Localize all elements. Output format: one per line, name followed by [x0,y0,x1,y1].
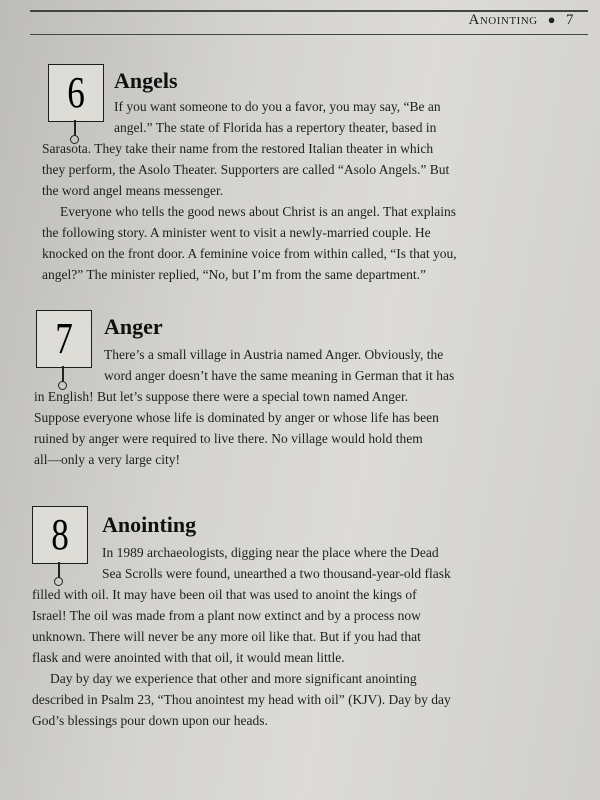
section-number-box [32,506,88,564]
box-stem [62,366,64,382]
running-head-title: Anointing [468,12,538,28]
body-line: knocked on the front door. A feminine voice from within called, “Is that you, [42,246,457,261]
body-line: Sea Scrolls were found, unearthed a two thousand-year-old flask [102,566,451,581]
section-title: Angels [114,68,178,93]
section-number: 6 [67,68,85,117]
body-line: In 1989 archaeologists, digging near the place where the Dead [102,545,439,560]
body-line: Israel! The oil was made from a plant now extinct and by a process now [32,608,421,623]
section-body [42,138,512,285]
body-line: Everyone who tells the good news about Christ is an angel. That explains [60,204,457,219]
section-number: 8 [51,510,69,559]
body-line: word anger doesn’t have the same meaning in German that it has [104,368,455,383]
body-line: all—only a very large city! [34,452,180,467]
section-body-wrapped [102,542,494,584]
bullet-separator: ● [547,12,556,27]
section-body-wrapped [104,344,494,386]
body-line: There’s a small village in Austria named Anger. Obviously, the [104,347,444,362]
section-body-wrapped [114,96,494,138]
body-line: angel?” The minister replied, “No, but I’m from the same department.” [42,267,426,282]
header-rule-bottom [30,34,588,35]
body-line: they perform, the Asolo Theater. Supporters are called “Asolo Angels.” But [42,162,450,177]
body-line: filled with oil. It may have been oil that was used to anoint the kings of [32,587,417,602]
section-title: Anointing [102,512,197,537]
body-line: Sarasota. They take their name from the restored Italian theater in which [42,141,434,156]
section-title: Anger [104,314,163,339]
section-body [32,584,502,731]
body-line: angel.” The state of Florida has a repertory theater, based in [114,120,437,135]
section-number-box [36,310,92,368]
body-line: in English! But let’s suppose there were a special town named Anger. [34,389,409,404]
body-line: the word angel means messenger. [42,183,224,198]
body-line: Suppose everyone whose life is dominated by anger or whose life has been [34,410,439,425]
body-line: the following story. A minister went to visit a newly-married couple. He [42,225,431,240]
body-line: God’s blessings pour down upon our heads. [32,713,268,728]
page-number: 7 [566,12,574,28]
section-number: 7 [55,314,73,363]
body-line: unknown. There will never be any more oil like that. But if you had that [32,629,421,644]
body-line: flask and were anointed with that oil, it would mean little. [32,650,345,665]
section-number-box [48,64,104,122]
body-line: ruined by anger were required to live there. No village would hold them [34,431,423,446]
box-stem [74,120,76,136]
box-stem [58,562,60,578]
section-body [34,386,504,470]
running-head [469,12,574,29]
body-line: If you want someone to do you a favor, you may say, “Be an [114,99,441,114]
body-line: described in Psalm 23, “Thou anointest my head with oil” (KJV). Day by day [32,692,451,707]
body-line: Day by day we experience that other and more significant anointing [50,671,417,686]
